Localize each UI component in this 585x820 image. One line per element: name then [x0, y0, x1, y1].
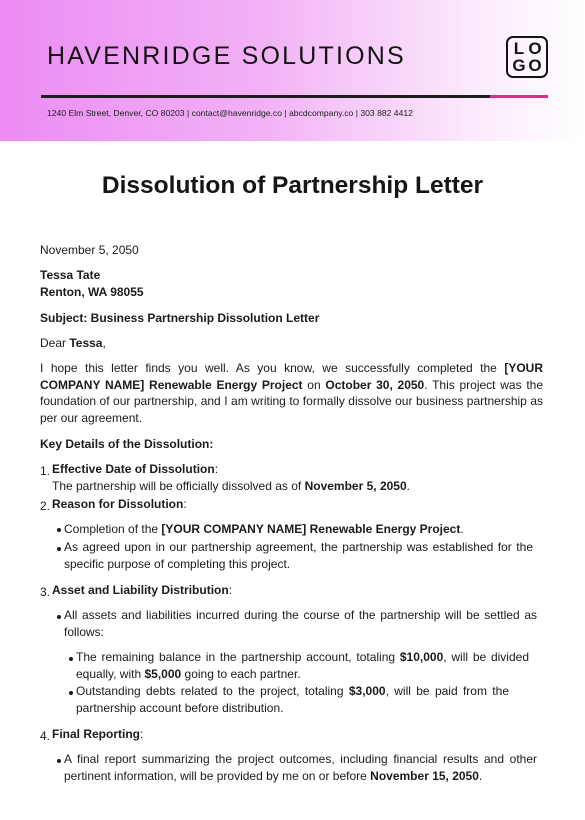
- list-item-heading: Asset and Liability Distribution:: [52, 583, 233, 597]
- header-rule: [41, 95, 490, 98]
- bullet-icon: [57, 528, 61, 532]
- company-name: HAVENRIDGE SOLUTIONS: [47, 42, 406, 70]
- recipient-address: Renton, WA 98055: [40, 285, 144, 299]
- logo-letter: O: [528, 39, 542, 58]
- bullet-icon: [57, 615, 61, 619]
- recipient-name: Tessa Tate: [40, 268, 101, 282]
- key-details-heading: Key Details of the Dissolution:: [40, 437, 214, 451]
- intro-paragraph: I hope this letter finds you well. As you know, we successfully completed the [YOUR COMPANY NAME] Renewable Energy Project on October 30, 2050. This project was the foundation of our partnership, and I am writing to formally dissolve our business partnership as per our agreement.: [40, 361, 543, 425]
- logo-letter: L: [513, 39, 525, 58]
- list-number: 2.: [40, 499, 51, 513]
- bullet-icon: [57, 547, 61, 551]
- bullet-icon: [69, 657, 73, 661]
- bullet-icon: [69, 691, 73, 695]
- list-number: 1.: [40, 464, 51, 478]
- contact-line: 1240 Elm Street, Denver, CO 80203 | contact@havenridge.co | abcdcompany.co | 303 882 4412: [47, 108, 413, 118]
- bullet-text: A final report summarizing the project outcomes, including financial results and other pertinent information, will be provided by me on or before November 15, 2050.: [64, 752, 537, 783]
- logo-letter: O: [528, 56, 542, 75]
- list-item-text: The partnership will be officially dissolved as of November 5, 2050.: [52, 479, 410, 493]
- header-accent-rule: [490, 95, 548, 98]
- list-number: 3.: [40, 585, 51, 599]
- bullet-text: As agreed upon in our partnership agreement, the partnership was established for the specific purpose of completing this project.: [64, 540, 533, 571]
- bullet-text: All assets and liabilities incurred during the course of the partnership will be settled as follows:: [64, 608, 537, 639]
- list-item-heading: Reason for Dissolution:: [52, 497, 187, 511]
- logo: [506, 36, 548, 78]
- sub-bullet-text: The remaining balance in the partnership account, totaling $10,000, will be divided equally, with $5,000 going to each partner.: [76, 650, 529, 681]
- list-item-heading: Effective Date of Dissolution:: [52, 462, 219, 476]
- list-item-heading: Final Reporting:: [52, 727, 144, 741]
- document-title: Dissolution of Partnership Letter: [101, 172, 484, 199]
- sub-bullet-text: Outstanding debts related to the project, totaling $3,000, will be paid from the partnership account before distribution.: [76, 684, 509, 715]
- list-number: 4.: [40, 729, 51, 743]
- subject-line: Subject: Business Partnership Dissolution Letter: [40, 311, 320, 325]
- bullet-text: Completion of the [YOUR COMPANY NAME] Renewable Energy Project.: [64, 522, 464, 536]
- letterhead: [0, 0, 585, 141]
- logo-letter: G: [512, 56, 526, 75]
- letter-date: November 5, 2050: [40, 243, 139, 257]
- salutation: Dear Tessa,: [40, 336, 106, 350]
- bullet-icon: [57, 759, 61, 763]
